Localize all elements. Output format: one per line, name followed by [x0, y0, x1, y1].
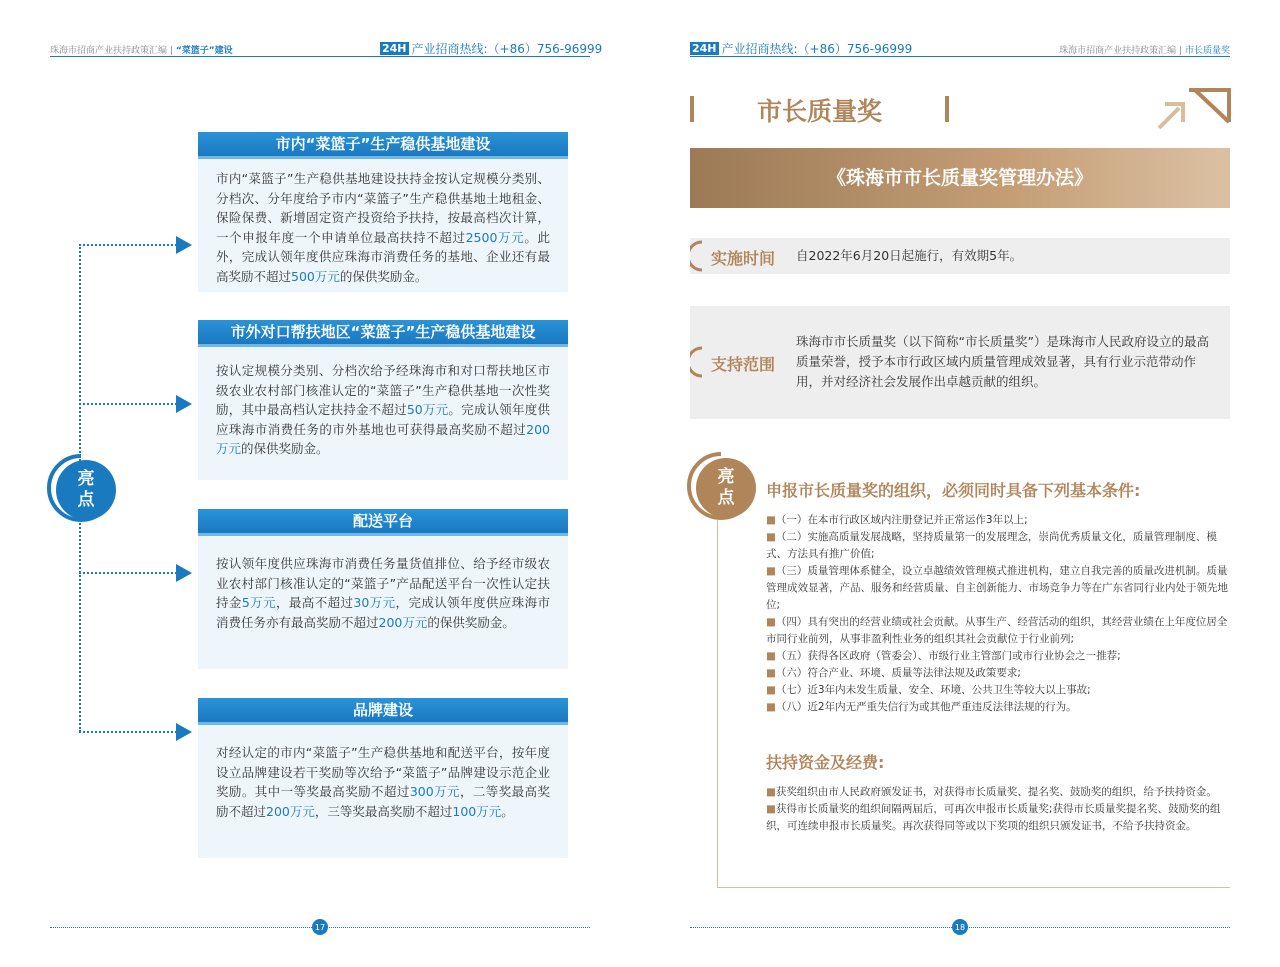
left-header-rule [50, 56, 590, 57]
title-bar-right [945, 96, 949, 122]
body-text: ，最高不超过 [275, 595, 354, 611]
condition-item: ■（三）质量管理体系健全，设立卓越绩效管理模式推进机构，建立自我完善的质量改进机制。质量管理成效显著，产品、服务和经营质量、自主创新能力、市场竞争力等在广东省同行业内处于领先地位; [766, 565, 1228, 611]
arrow-right-icon [176, 395, 192, 413]
right-header-rule [690, 56, 1230, 57]
condition-item: ■（五）获得各区政府（管委会）、市级行业主管部门或市行业协会之一推荐; [766, 650, 1121, 662]
arrow-right-icon [176, 723, 192, 741]
box-body [198, 159, 568, 295]
body-text: 的保供奖励金。 [427, 614, 515, 630]
left-header-title: 珠海市招商产业扶持政策汇编 | “菜篮子”建设 [50, 46, 233, 56]
support-scope-text: 珠海市市长质量奖（以下简称“市长质量奖”）是珠海市人民政府设立的最高质量荣誉，授予本市行政区域内质量管理成效显著，具有行业示范带动作用，并对经济社会发展作出卓越贡献的组织。 [796, 334, 1209, 389]
page-number: 18 [952, 919, 968, 935]
right-header-title: 珠海市招商产业扶持政策汇编 | 市长质量奖 [1059, 46, 1230, 56]
right-hotline: 24H 产业招商热线:（+86）756-96999 [692, 42, 913, 56]
section-vertical-line [717, 520, 718, 887]
bracket-icon [690, 346, 704, 378]
impl-time-label: 实施时间 [711, 249, 776, 268]
condition-item: ■（一）在本市行政区域内注册登记并正常运作3年以上; [766, 514, 1028, 526]
body-text: 按认定规模分类别、分档次给予经珠海市和对口帮扶地区市级农业农村部门核准认定的“菜篮子”生产稳供基地一次性奖励，其中最高档认定扶持金不超过 [216, 363, 550, 418]
connector-branch-4 [79, 731, 177, 733]
arrow-right-icon [176, 564, 192, 582]
highlight-amount: 2500万元 [465, 229, 525, 245]
body-text: 按认领年度供应珠海市消费任务量货值排位、给予经市级农业农村部门核准认定的“菜篮子”产品配送平台一次性认定扶持金 [216, 556, 550, 611]
body-text: 对经认定的市内“菜篮子”生产稳供基地和配送平台，按年度设立品牌建设若干奖励等次给予“菜篮子”品牌建设示范企业奖励。其中一等奖最高奖励不超过 [216, 745, 550, 800]
highlight-amount: 30万元 [353, 595, 396, 611]
funding-item: ■获奖组织由市人民政府颁发证书，对获得市长质量奖、提名奖、鼓励奖的组织，给予扶持资金。 [766, 786, 1217, 798]
double-arrow-icon [1155, 86, 1233, 132]
support-scope-label: 支持范围 [711, 355, 776, 374]
policy-box-local-base [198, 132, 568, 292]
body-text: ，完成认领年度供应珠海市消费任务亦有最高奖励不超过 [216, 595, 550, 630]
funding-heading: 扶持资金及经费: [766, 753, 885, 772]
section-bottom-line [717, 887, 1230, 888]
highlight-amount: 5万元 [241, 595, 276, 611]
highlight-amount: 200万元 [378, 614, 428, 630]
conditions-list [766, 512, 1231, 716]
page-number: 17 [312, 919, 328, 935]
highlight-amount: 300万元 [409, 784, 460, 800]
highlight-badge: 亮 点 [56, 460, 116, 520]
funding-list [766, 784, 1231, 835]
arrow-right-icon [176, 236, 192, 254]
condition-item: ■（四）具有突出的经营业绩或社会贡献。从事生产、经营活动的组织，其经营业绩在上年度位居全市同行业前列，从事非盈利性业务的组织其社会贡献位于行业前列; [766, 616, 1228, 645]
box-title: 市内“菜篮子”生产稳供基地建设 [198, 132, 568, 159]
page-title: 市长质量奖 [756, 97, 882, 126]
regulation-banner: 《珠海市市长质量奖管理办法》 [690, 148, 1230, 208]
highlight-amount: 200万元 [266, 803, 315, 819]
policy-box-external-base [198, 320, 568, 480]
box-body [198, 347, 568, 467]
box-title: 配送平台 [198, 509, 568, 536]
highlight-amount: 200万元 [216, 421, 550, 457]
funding-item: ■获得市长质量奖的组织间隔两届后，可再次申报市长质量奖;获得市长质量奖提名奖、鼓励奖的组织，可连续申报市长质量奖。再次获得同等或以下奖项的组织只颁发证书，不给予扶持资金。 [766, 803, 1221, 832]
condition-item: ■（八）近2年内无严重失信行为或其他严重违反法律法规的行为。 [766, 701, 1077, 713]
body-text: 的保供奖励金。 [241, 441, 329, 457]
conditions-heading: 申报市长质量奖的组织，必须同时具备下列基本条件: [766, 481, 1141, 500]
left-hotline: 24H 产业招商热线:（+86）756-96999 [382, 42, 603, 56]
box-body [198, 536, 568, 640]
condition-item: ■（七）近3年内未发生质量、安全、环境、公共卫生等较大以上事故; [766, 684, 1091, 696]
policy-box-delivery-platform [198, 509, 568, 669]
impl-time-text: 自2022年6月20日起施行，有效期5年。 [796, 248, 1023, 263]
condition-item: ■（六）符合产业、环境、质量等法律法规及政策要求; [766, 667, 1021, 679]
connector-branch-3 [79, 572, 177, 574]
policy-box-brand-building [198, 698, 568, 858]
body-text: 。此外，完成认领年度供应珠海市消费任务的基地、企业还有最高奖励不超过 [216, 229, 550, 284]
bracket-icon [690, 240, 704, 272]
box-title: 品牌建设 [198, 698, 568, 725]
highlight-amount: 500万元 [291, 268, 340, 284]
body-text: 。完成认领年度供应珠海市消费任务的市外基地也可获得最高奖励不超过 [216, 402, 550, 437]
box-body [198, 725, 568, 829]
highlight-amount: 50万元 [406, 402, 449, 418]
box-title: 市外对口帮扶地区“菜篮子”生产稳供基地建设 [198, 320, 568, 347]
body-text: 。 [501, 803, 514, 819]
body-text: 市内“菜篮子”生产稳供基地建设扶持金按认定规模分类别、分档次、分年度给予市内“菜篮子”生产稳供基地土地租金、保险保费、新增固定资产投资给予扶持，按最高档次计算，一个申报年度一个申请单位最高扶持不超过 [216, 171, 550, 245]
highlight-badge: 亮 点 [696, 458, 756, 518]
body-text: ，二等奖最高奖励不超过 [216, 784, 550, 819]
connector-branch-2 [79, 403, 177, 405]
highlight-amount: 100万元 [452, 803, 502, 819]
condition-item: ■（二）实施高质量发展战略，坚持质量第一的发展理念，崇尚优秀质量文化，质量管理制度、模式、方法具有推广价值; [766, 531, 1217, 560]
connector-branch-1 [79, 244, 177, 246]
body-text: 的保供奖励金。 [339, 268, 428, 284]
body-text: ，三等奖最高奖励不超过 [314, 803, 453, 819]
